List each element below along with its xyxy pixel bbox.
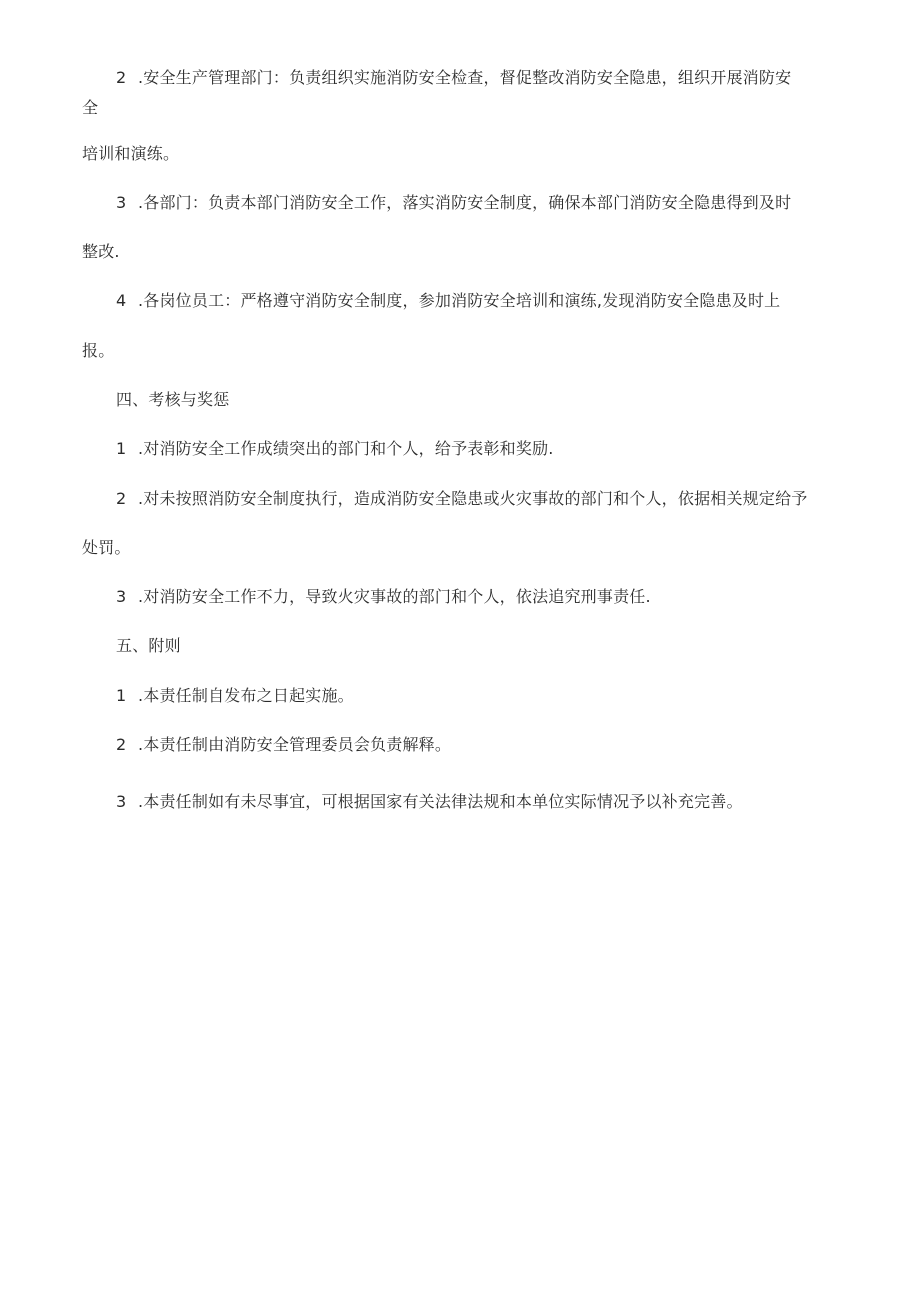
list-number: 3 [116,193,127,212]
list-number: 3 [116,792,127,811]
paragraph-text: .各部门：负责本部门消防安全工作，落实消防安全制度，确保本部门消防安全隐患得到及时 [138,193,792,212]
paragraph-text: .对消防安全工作成绩突出的部门和个人，给予表彰和奖励. [138,439,554,458]
paragraph-line [82,341,114,361]
paragraph-line [116,68,791,88]
paragraph-line [82,538,131,558]
section-heading: 四、考核与奖惩 [116,390,230,409]
paragraph-line [116,439,554,459]
list-number: 2 [116,68,127,87]
paragraph-text: 培训和演练。 [82,144,180,163]
list-number: 3 [116,587,127,606]
paragraph-text: .对未按照消防安全制度执行，造成消防安全隐患或火灾事故的部门和个人，依据相关规定给予 [138,489,808,508]
paragraph-text: .本责任制如有未尽事宜，可根据国家有关法律法规和本单位实际情况予以补充完善。 [138,792,743,811]
paragraph-text: 全 [82,98,99,117]
section-heading: 五、附则 [116,636,181,655]
paragraph-line [116,792,743,812]
paragraph-text: .各岗位员工：严格遵守消防安全制度，参加消防安全培训和演练,发现消防安全隐患及时上 [138,291,781,310]
paragraph-line [116,735,451,755]
paragraph-line [116,489,808,509]
paragraph-line [82,144,179,164]
paragraph-text: .本责任制自发布之日起实施。 [138,686,354,705]
paragraph-text: .本责任制由消防安全管理委员会负责解释。 [138,735,452,754]
paragraph-text: .对消防安全工作不力，导致火灾事故的部门和个人，依法追究刑事责任. [138,587,651,606]
paragraph-text: 整改. [82,242,120,261]
list-number: 2 [116,735,127,754]
list-number: 4 [116,291,127,310]
paragraph-line [82,98,98,118]
paragraph-text: .安全生产管理部门：负责组织实施消防安全检查，督促整改消防安全隐患，组织开展消防安 [138,68,792,87]
paragraph-line [82,242,120,262]
paragraph-line [116,686,354,706]
list-number: 1 [116,439,127,458]
paragraph-line [116,291,780,311]
list-number: 1 [116,686,127,705]
paragraph-text: 报。 [82,341,115,360]
list-number: 2 [116,489,127,508]
paragraph-text: 处罚。 [82,538,131,557]
paragraph-line [116,193,791,213]
paragraph-line [116,587,651,607]
